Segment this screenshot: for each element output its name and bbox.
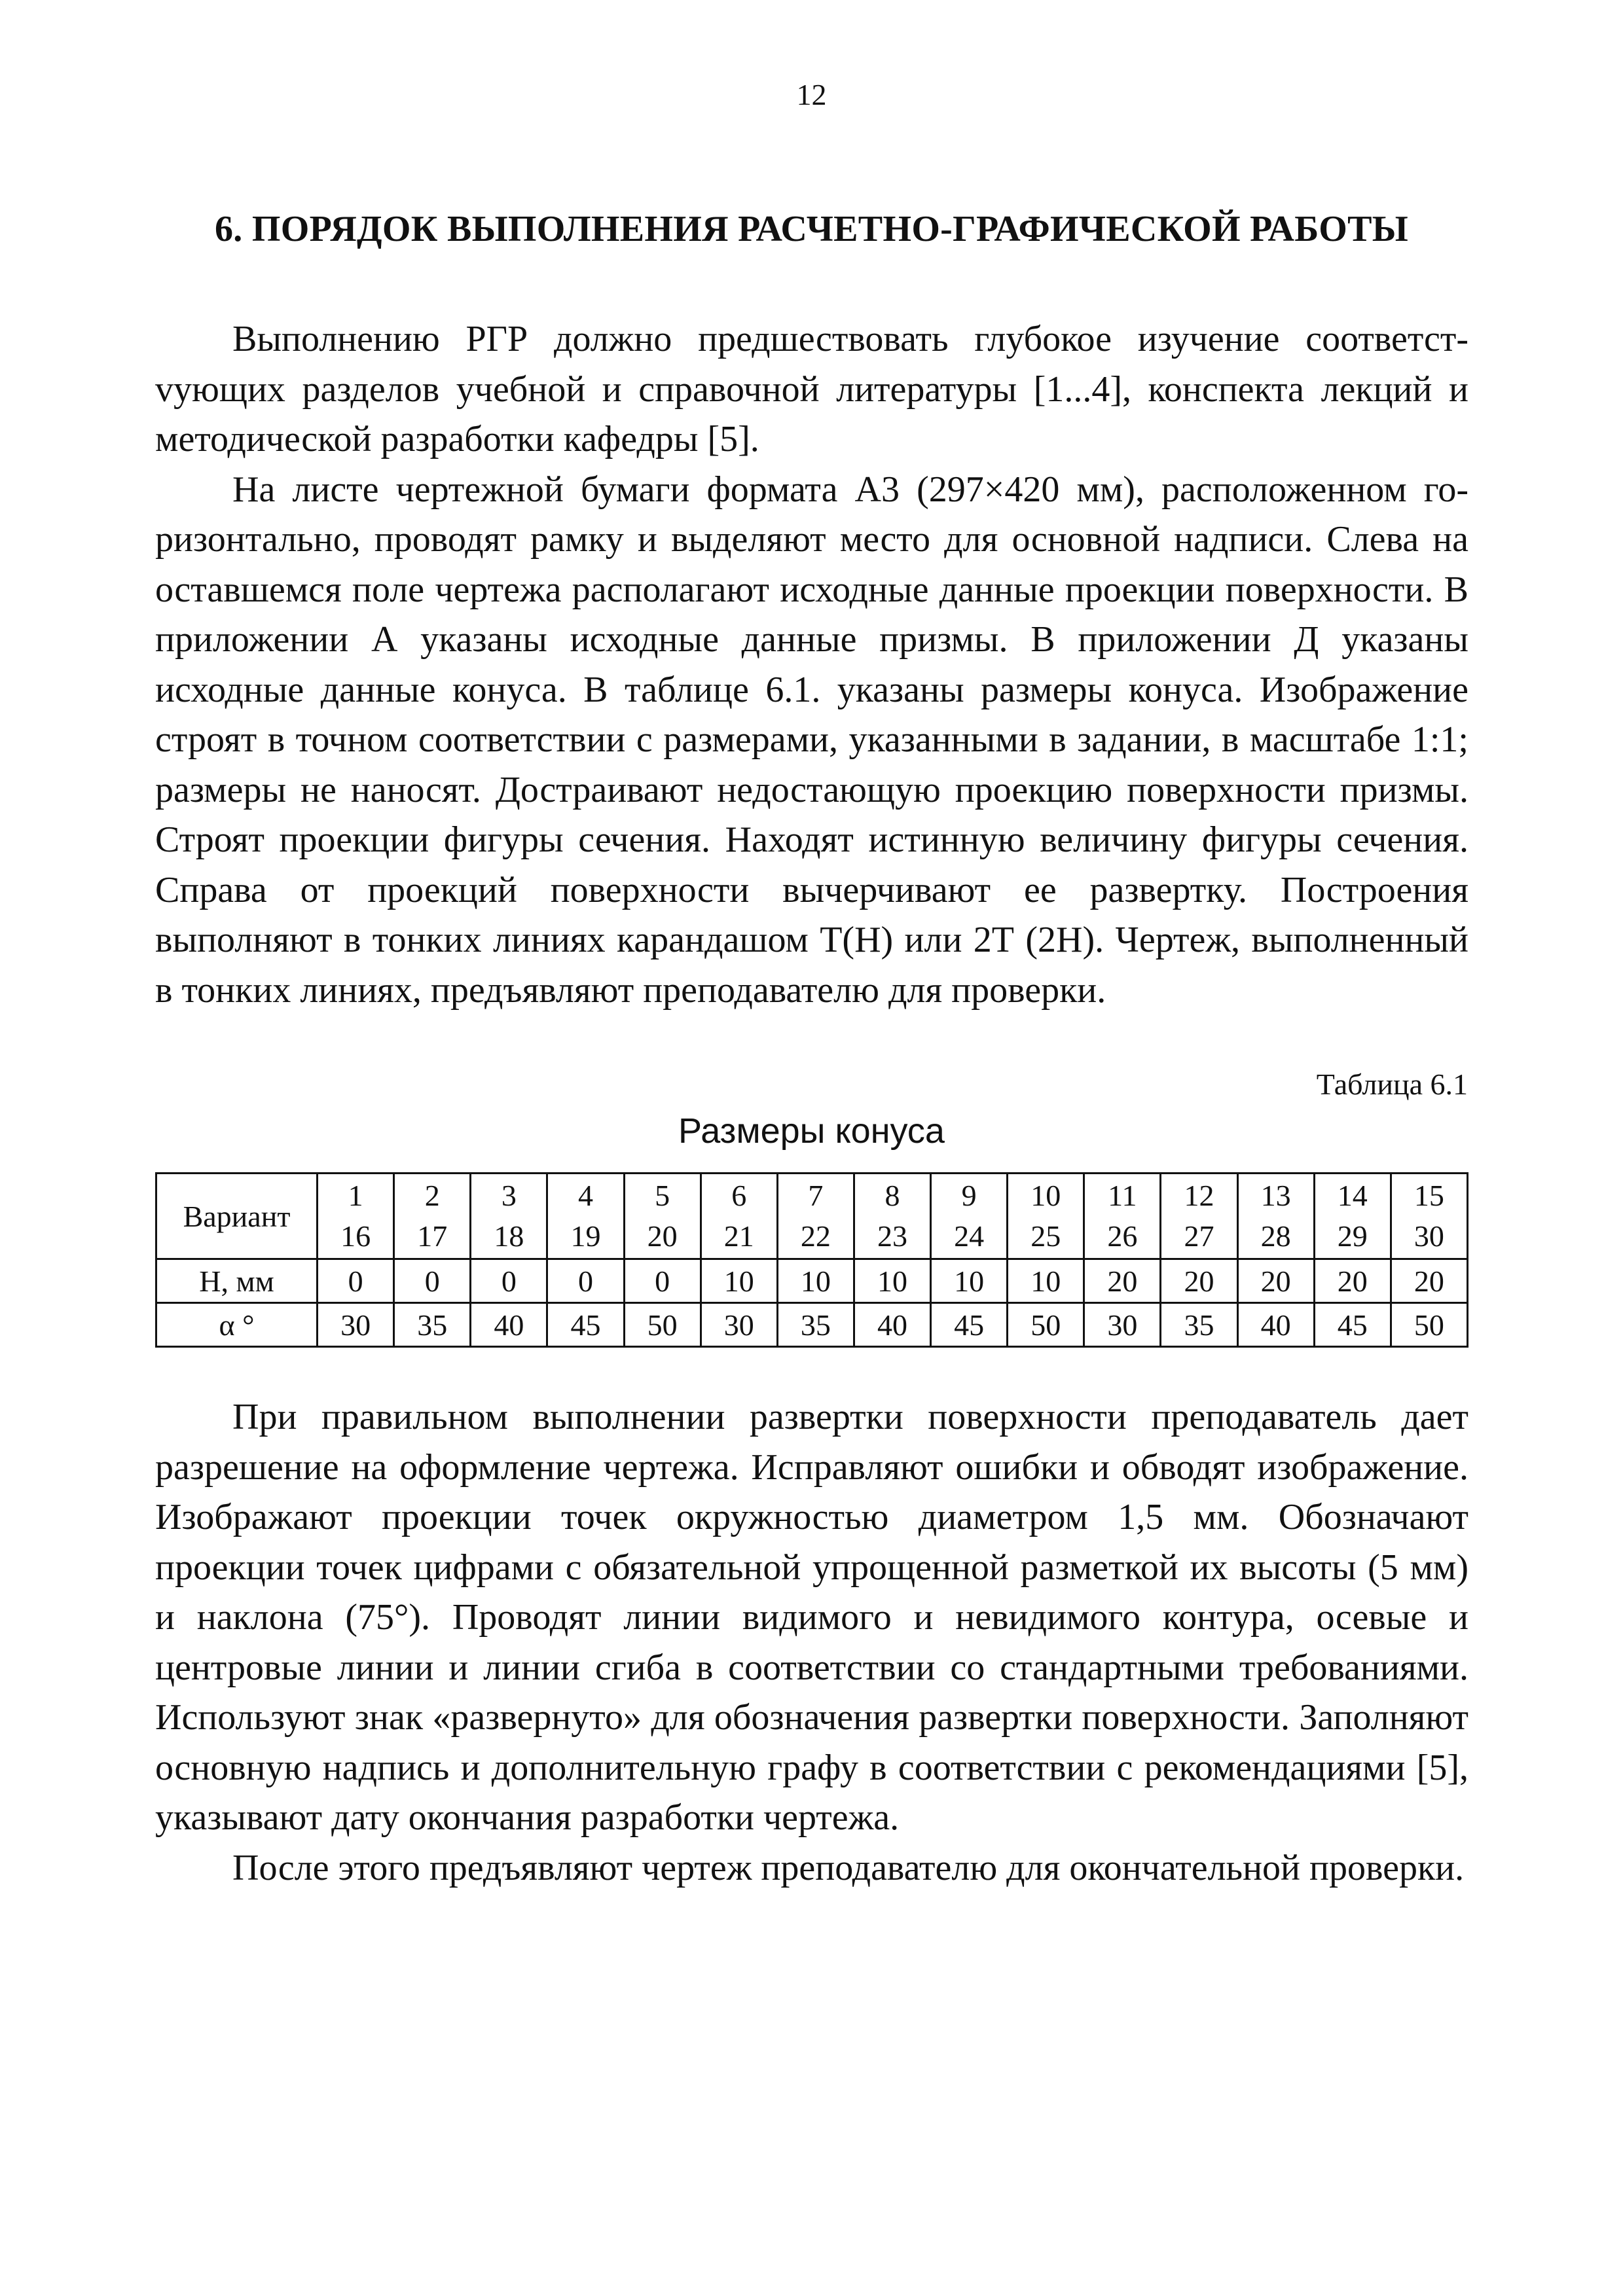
table-row-alpha	[156, 1303, 1468, 1347]
table-cell-h: 10	[854, 1259, 930, 1303]
table-row-h	[156, 1259, 1468, 1303]
table-cell-variant	[701, 1174, 777, 1259]
table-cell-variant	[394, 1174, 471, 1259]
row-label-alpha: α °	[156, 1303, 318, 1347]
variant-number-top: 3	[501, 1179, 517, 1212]
table-cell-h: 0	[624, 1259, 701, 1303]
table-cell-h: 20	[1237, 1259, 1314, 1303]
variant-number-top: 8	[884, 1179, 900, 1212]
table-cell-alpha: 50	[1391, 1303, 1467, 1347]
paragraph: Выполнению РГР должно предшествовать глубокое изучение соответстvующих разделов учебной и справочной литературы [1...4], конспекта лекций и методической разработки кафедры [5].	[155, 319, 1468, 459]
variant-number-bottom: 26	[1107, 1219, 1138, 1253]
variant-number-top: 12	[1184, 1179, 1214, 1212]
table-cell-variant	[777, 1174, 854, 1259]
table-cell-h: 0	[318, 1259, 394, 1303]
table-cell-variant	[318, 1174, 394, 1259]
table-caption: Таблица 6.1	[1316, 1067, 1468, 1101]
paragraph: На листе чертежной бумаги формата А3 (297×420 мм), расположенном горизонтально, проводят рамку и выделяют место для основной надписи. Слева на оставшемся поле чертежа располагают исходные данные проекции поверхности. В приложении А указаны исходные данные призмы. В приложении Д указаны исходные данные конуса. В таблице 6.1. указаны размеры конуса. Изображение строят в точном соответствии с размерами, указанными в задании, в масштабе 1:1; размеры не наносят. Достраивают недостающую проекцию поверхности призмы. Строят проекции фигуры сечения. Находят истинную величину фигуры сечения. Справа от проекций поверхности вычерчивают ее развертку. Построения выполняют в тонких линиях карандашом Т(Н) или 2Т (2Н). Чертеж, выполненный в тонких линиях, предъявляют преподавателю для проверки.	[155, 469, 1468, 1011]
variant-number-top: 1	[348, 1179, 363, 1212]
table-cell-h: 20	[1314, 1259, 1391, 1303]
variant-number-bottom: 18	[494, 1219, 524, 1253]
table-cell-h: 0	[471, 1259, 547, 1303]
variant-number-bottom: 20	[647, 1219, 678, 1253]
variant-number-bottom: 22	[800, 1219, 831, 1253]
variant-number-bottom: 28	[1260, 1219, 1291, 1253]
table-cell-alpha: 40	[1237, 1303, 1314, 1347]
table-cell-h: 10	[777, 1259, 854, 1303]
section-heading: 6. ПОРЯДОК ВЫПОЛНЕНИЯ РАСЧЕТНО-ГРАФИЧЕСКОЙ РАБОТЫ	[214, 209, 1409, 249]
variant-number-top: 2	[424, 1179, 440, 1212]
variant-number-bottom: 17	[417, 1219, 448, 1253]
table-cell-variant	[1391, 1174, 1467, 1259]
variant-number-bottom: 24	[954, 1219, 985, 1253]
table-row-variant	[156, 1174, 1468, 1259]
table-cell-variant	[471, 1174, 547, 1259]
table-cell-alpha: 35	[777, 1303, 854, 1347]
table-cell-h: 20	[1084, 1259, 1161, 1303]
variant-number-bottom: 25	[1030, 1219, 1061, 1253]
table-cell-alpha: 30	[318, 1303, 394, 1347]
table-cell-h: 20	[1391, 1259, 1467, 1303]
variant-number-bottom: 23	[877, 1219, 907, 1253]
text-block-before-table	[155, 314, 1468, 1015]
variant-number-top: 13	[1260, 1179, 1291, 1212]
table-cell-variant	[1237, 1174, 1314, 1259]
variant-number-top: 7	[808, 1179, 824, 1212]
variant-number-top: 6	[731, 1179, 747, 1212]
table-cell-variant	[1008, 1174, 1084, 1259]
table-title: Размеры конуса	[678, 1111, 945, 1151]
table-cell-alpha: 40	[471, 1303, 547, 1347]
table-cell-alpha: 40	[854, 1303, 930, 1347]
page-number: 12	[796, 78, 827, 111]
table-cell-alpha: 45	[1314, 1303, 1391, 1347]
table-cell-alpha: 50	[1008, 1303, 1084, 1347]
row-label-h: H, мм	[156, 1259, 318, 1303]
text-block-after-table	[155, 1392, 1468, 1893]
table-cell-variant	[931, 1174, 1008, 1259]
table-cell-h: 10	[931, 1259, 1008, 1303]
paragraph: При правильном выполнении развертки поверхности преподаватель дает разрешение на оформление чертежа. Исправляют ошибки и обводят изображение. Изображают проекции точек окружностью диаметром 1,5 мм. Обозначают проекции точек цифрами с обязательной упрощенной разметкой их высоты (5 мм) и наклона (75°). Проводят линии видимого и невидимого контура, осевые и центровые линии и линии сгиба в соответствии со стандартными требованиями. Используют знак «развернуто» для обозначения развертки поверхности. Заполняют основную надпись и дополнительную графу в соответствии с рекомендациями [5], указывают дату окончания разработки чертежа.	[155, 1397, 1468, 1838]
table-cell-alpha: 30	[1084, 1303, 1161, 1347]
table-cell-alpha: 35	[394, 1303, 471, 1347]
table-cell-alpha: 45	[547, 1303, 624, 1347]
table-cell-variant	[1084, 1174, 1161, 1259]
table-cell-variant	[1161, 1174, 1237, 1259]
table-cell-variant	[1314, 1174, 1391, 1259]
table-cell-h: 0	[394, 1259, 471, 1303]
variant-number-bottom: 16	[340, 1219, 371, 1253]
variant-number-bottom: 19	[570, 1219, 601, 1253]
row-label-variant: Вариант	[156, 1174, 318, 1259]
table-cell-h: 0	[547, 1259, 624, 1303]
variant-number-top: 11	[1108, 1179, 1137, 1212]
variant-number-top: 15	[1413, 1179, 1444, 1212]
cone-sizes-table-wrapper	[155, 1172, 1468, 1348]
variant-number-top: 9	[961, 1179, 977, 1212]
table-cell-variant	[547, 1174, 624, 1259]
table-cell-h: 10	[1008, 1259, 1084, 1303]
table-cell-alpha: 50	[624, 1303, 701, 1347]
table-cell-alpha: 35	[1161, 1303, 1237, 1347]
variant-number-bottom: 30	[1413, 1219, 1444, 1253]
table-cell-variant	[624, 1174, 701, 1259]
variant-number-top: 14	[1337, 1179, 1368, 1212]
table-cell-h: 20	[1161, 1259, 1237, 1303]
table-cell-variant	[854, 1174, 930, 1259]
table-cell-h: 10	[701, 1259, 777, 1303]
paragraph: После этого предъявляют чертеж преподавателю для окончательной проверки.	[232, 1847, 1465, 1888]
variant-number-bottom: 21	[723, 1219, 754, 1253]
cone-sizes-table	[155, 1172, 1468, 1348]
table-cell-alpha: 45	[931, 1303, 1008, 1347]
variant-number-bottom: 27	[1184, 1219, 1214, 1253]
table-cell-alpha: 30	[701, 1303, 777, 1347]
variant-number-top: 5	[655, 1179, 670, 1212]
variant-number-top: 10	[1030, 1179, 1061, 1212]
variant-number-top: 4	[577, 1179, 593, 1212]
variant-number-bottom: 29	[1337, 1219, 1368, 1253]
